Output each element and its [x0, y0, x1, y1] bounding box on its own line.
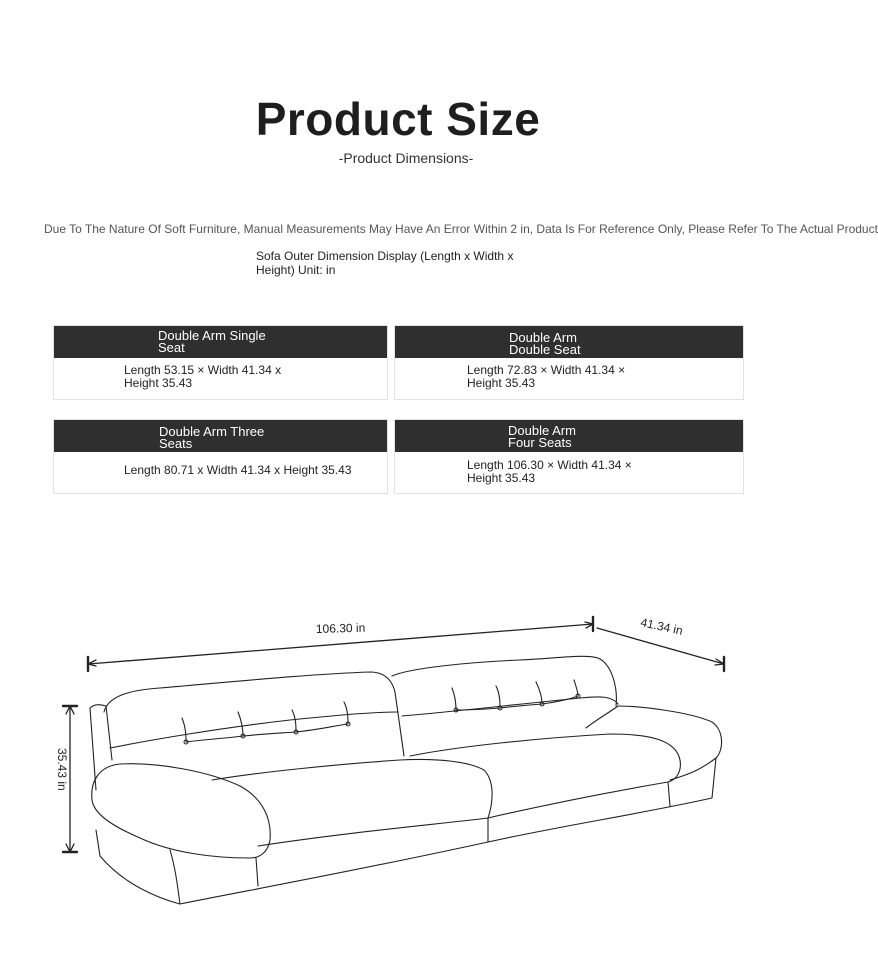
card-title: Double Arm Four Seats	[508, 423, 576, 450]
card-dimensions: Length 80.71 x Width 41.34 x Height 35.43	[124, 463, 352, 477]
page-subtitle: -Product Dimensions-	[338, 150, 474, 166]
card-title: Double Arm Single Seat	[158, 328, 266, 355]
card-header	[54, 420, 387, 452]
size-card-double-seat	[394, 325, 744, 400]
card-dimensions: Length 53.15 × Width 41.34 x Height 35.43	[124, 363, 282, 390]
height-label: 35.43 in	[55, 748, 69, 791]
measurement-note: Due To The Nature Of Soft Furniture, Manual Measurements May Have An Error Within 2 in, Data Is For Reference Only, Please Refer To The Actual Product	[44, 222, 878, 236]
length-label: 106.30 in	[315, 620, 366, 636]
card-header	[395, 326, 743, 358]
size-card-three-seats	[53, 419, 388, 494]
page-title: Product Size	[255, 93, 541, 145]
width-label: 41.34 in	[639, 615, 685, 638]
unit-description: Sofa Outer Dimension Display (Length x Width x Height) Unit: in	[256, 249, 514, 277]
card-dimensions: Length 106.30 × Width 41.34 × Height 35.43	[467, 458, 632, 485]
card-dimensions: Length 72.83 × Width 41.34 × Height 35.43	[467, 363, 626, 390]
card-header	[54, 326, 387, 358]
width-dimension-line	[597, 628, 724, 671]
card-title: Double Arm Double Seat	[509, 330, 581, 357]
size-card-four-seats	[394, 419, 744, 494]
sofa-dimension-diagram	[0, 600, 790, 920]
card-title: Double Arm Three Seats	[159, 424, 265, 451]
sofa-outline	[90, 656, 722, 904]
size-card-single-seat	[53, 325, 388, 400]
card-header	[395, 420, 743, 452]
